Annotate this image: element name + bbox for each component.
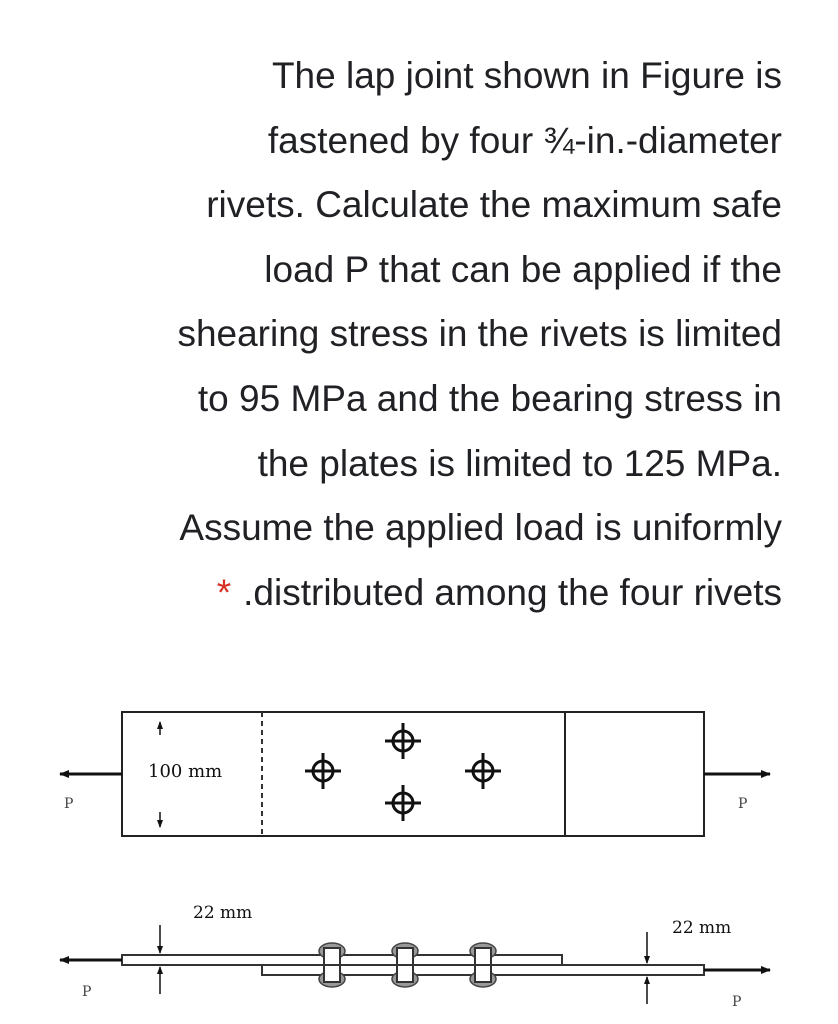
load-label-right: P (732, 994, 742, 1010)
load-label-left: P (82, 984, 92, 1000)
question-line: shearing stress in the rivets is limited (177, 313, 782, 355)
question-line: rivets. Calculate the maximum safe (206, 184, 782, 226)
top-view (60, 712, 770, 836)
rivet-icon (385, 723, 421, 759)
required-asterisk: * (216, 571, 232, 613)
question-line: Assume the applied load is uniformly (179, 507, 782, 549)
question-line: the plates is limited to 125 MPa. (257, 442, 782, 484)
side-view (60, 903, 770, 1010)
thickness-label-left: 22 mm (193, 903, 253, 923)
question-line: load P that can be applied if the (264, 248, 782, 290)
width-label: 100 mm (148, 761, 223, 782)
question-line: fastened by four ¾-in.-diameter (267, 119, 782, 161)
thickness-label-right: 22 mm (672, 918, 732, 938)
load-label-left: P (64, 796, 74, 812)
load-label-right: P (738, 796, 748, 812)
question-line: to 95 MPa and the bearing stress in (197, 377, 782, 419)
question-line: The lap joint shown in Figure is (271, 55, 782, 96)
rivet-icon (465, 753, 501, 789)
question-line: .distributed among the four rivets (243, 571, 782, 613)
rivet-icon (305, 753, 341, 789)
rivet-icon (385, 785, 421, 821)
